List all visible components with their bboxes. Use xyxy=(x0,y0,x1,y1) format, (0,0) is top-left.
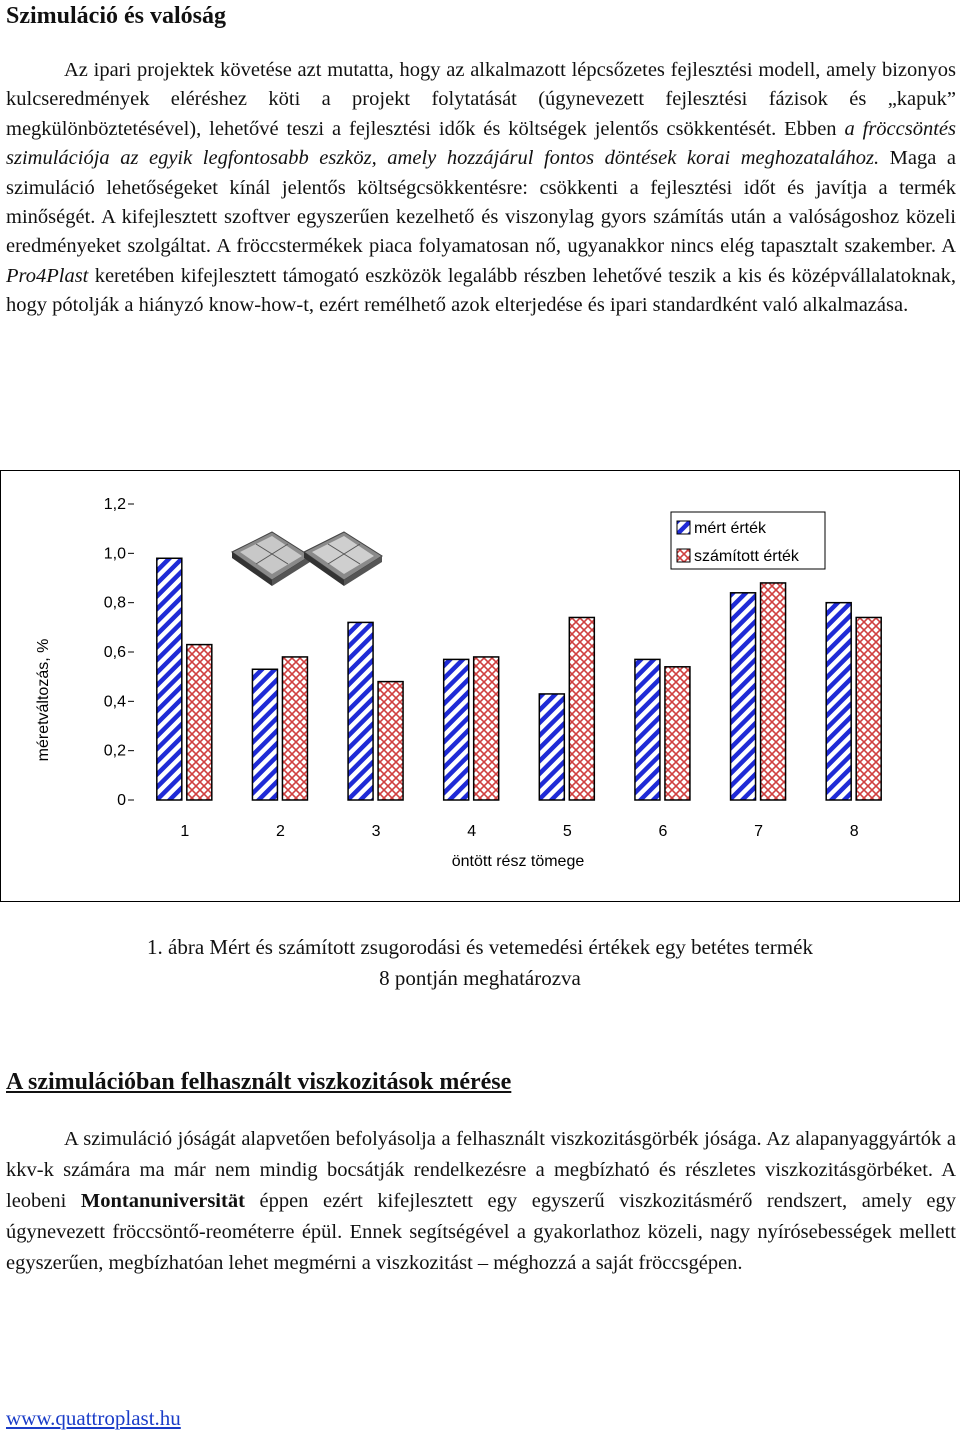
x-tick-label: 2 xyxy=(275,823,285,840)
x-tick-label: 5 xyxy=(562,823,572,840)
x-axis-label: öntött rész tömege xyxy=(451,853,585,870)
bar-computed xyxy=(665,667,690,800)
bar-chart xyxy=(0,470,960,902)
bar-computed xyxy=(569,617,594,800)
bar-measured xyxy=(444,659,469,800)
bar-computed xyxy=(187,645,212,800)
legend-label-measured: mért érték xyxy=(694,520,767,537)
bar-computed xyxy=(761,583,786,800)
bar-computed xyxy=(856,617,881,800)
legend-swatch-computed xyxy=(677,549,690,562)
y-tick-label: 0 xyxy=(117,792,126,809)
website-link[interactable]: www.quattroplast.hu xyxy=(6,1406,181,1430)
bar-measured xyxy=(252,669,277,800)
intro-paragraph xyxy=(6,56,956,321)
bar-measured xyxy=(826,603,851,800)
figure-caption xyxy=(0,932,960,994)
caption-line: 8 pontján meghatározva xyxy=(379,966,581,990)
caption-line: 1. ábra Mért és számított zsugorodási és vetemedési értékek egy betétes termék xyxy=(147,935,813,959)
x-tick-label: 7 xyxy=(754,823,764,840)
legend-label-computed: számított érték xyxy=(694,548,799,565)
section-title: Szimuláció és valóság xyxy=(6,3,226,29)
bar-computed xyxy=(474,657,499,800)
x-tick-label: 6 xyxy=(658,823,668,840)
paragraph-text: éppen ezért kifejlesztett egy egyszerű viszkozitásmérő rendszert, amely egy úgynevezett fröccsöntő-reométerre épül. Ennek segítségével a gyakorlathoz közeli, nagy nyírósebességek mellett egyszerűen, megbízhatóan lehet megmérni a viszkozitást – méghozzá a saját fröccsgépen. xyxy=(6,1190,956,1274)
bold-text: Montanuniversität xyxy=(80,1190,245,1212)
x-tick-label: 4 xyxy=(467,823,477,840)
paragraph-text: Az ipari projektek követése azt mutatta, hogy az alkalmazott lépcsőzetes fejlesztési modell, amely bizonyos kulcseredmények eléréshez köti a projekt folytatását (úgynevezett fejlesztési fázisok és „kapuk” megkülönböztetésével), lehetővé teszi a fejlesztési idők és költségek jelentős csökkentését. Ebben xyxy=(6,59,956,140)
y-tick-label: 0,4 xyxy=(103,693,126,711)
bar-computed xyxy=(282,657,307,800)
section-title: A szimulációban felhasznált viszkozitások mérése xyxy=(6,1069,512,1095)
x-tick-label: 8 xyxy=(849,823,859,840)
legend xyxy=(671,512,825,569)
y-tick-label: 1,0 xyxy=(103,545,126,563)
bar-measured xyxy=(635,659,660,800)
paragraph-text: Maga a szimuláció lehetőségeket kínál jelentős költségcsökkentésre: csökkenti a fejlesztési időt és javítja a termék minőségét. A kifejlesztett szoftver egyszerűen kezelhető és viszonylag gyors számítás után a valóságoshoz közeli eredményeket szolgáltat. A fröccstermékek piaca folyamatosan nő, ugyanakkor nincs elég tapasztalt szakember. A xyxy=(6,147,956,258)
paragraph-text: A szimuláció jóságát alapvetően befolyásolja a felhasznált viszkozitásgörbék jósága. Az alapanyaggyártók a kkv-k számára ma már nem mindig bocsátják rendelkezésre a megbízható és részletes viszkozitásgörbéket. A leobeni xyxy=(6,1128,956,1212)
bar-measured xyxy=(348,622,373,800)
bar-measured xyxy=(539,694,564,800)
paragraph-text: keretében kifejlesztett támogató eszközök legalább részben lehetővé teszik a kis és középvállalatoknak, hogy pótolják a hiányzó know-how-t, ezért remélhető azok elterjedése és ipari standardként való alkalmazása. xyxy=(6,264,956,317)
x-tick-label: 3 xyxy=(371,823,381,840)
bar-measured xyxy=(731,593,756,800)
body-paragraph xyxy=(6,1124,956,1279)
emphasized-text: a fröccsöntés szimulációja az egyik legfontosabb eszköz, amely hozzájárul fontos döntések korai meghozatalához. xyxy=(6,117,957,170)
y-tick-label: 0,6 xyxy=(103,644,126,661)
y-tick-label: 0,8 xyxy=(103,594,126,612)
y-tick-label: 1,2 xyxy=(103,496,126,513)
legend-swatch-measured xyxy=(677,521,690,534)
bar-computed xyxy=(378,682,403,800)
figure-chart xyxy=(0,470,960,902)
x-tick-label: 1 xyxy=(180,823,190,840)
bar-measured xyxy=(157,558,182,800)
product-photo-left xyxy=(232,532,310,586)
y-tick-label: 0,2 xyxy=(103,742,126,760)
brand-name: Pro4Plast xyxy=(6,264,89,287)
product-photo-right xyxy=(304,532,382,586)
y-axis-label: méretváltozás, % xyxy=(35,638,52,762)
